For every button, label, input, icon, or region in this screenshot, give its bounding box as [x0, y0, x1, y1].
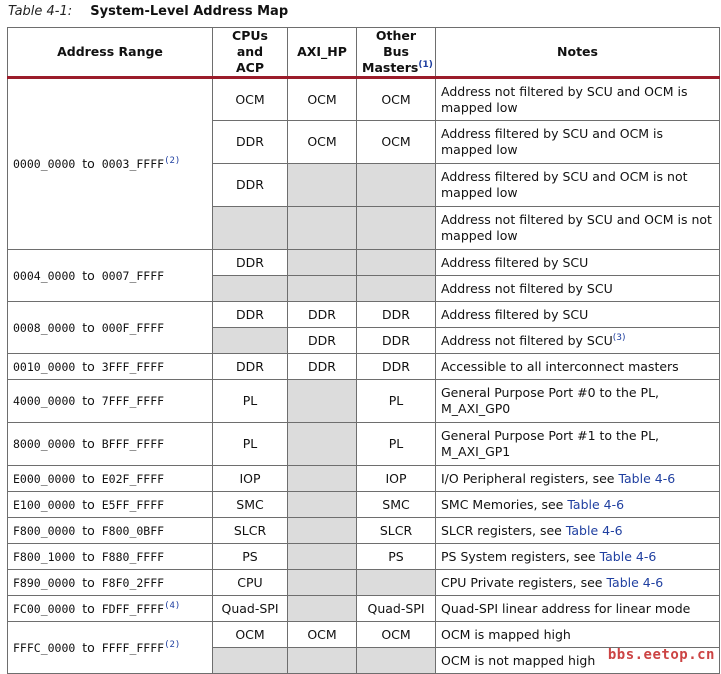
notes-cell [436, 164, 720, 207]
other-cell: OCM [357, 78, 436, 121]
axi-cell [288, 207, 357, 250]
other-cell: OCM [357, 622, 436, 648]
notes-cell [436, 596, 720, 622]
cpu-cell: PL [213, 423, 288, 466]
range-to: to [82, 358, 95, 374]
note-text: Address not filtered by SCU [441, 332, 613, 348]
range-end: F880_FFFF [101, 549, 165, 564]
note-text: General Purpose Port #0 to the PL, M_AXI_GP0 [441, 385, 660, 416]
cpu-cell: DDR [213, 164, 288, 207]
notes-cell [436, 380, 720, 423]
table-row [8, 622, 720, 648]
notes-cell [436, 544, 720, 570]
axi-cell: DDR [288, 302, 357, 328]
cpu-cell [213, 276, 288, 302]
range-to: to [82, 639, 95, 655]
axi-cell [288, 492, 357, 518]
other-cell [357, 207, 436, 250]
axi-cell: DDR [288, 328, 357, 354]
table-link[interactable]: Table 4-6 [565, 522, 623, 538]
note-text: Accessible to all interconnect masters [441, 358, 679, 374]
notes-cell [436, 354, 720, 380]
range-to: to [82, 548, 95, 564]
note-text: Address filtered by SCU and OCM is not mapped low [441, 169, 688, 200]
range-start: 0004_0000 [13, 268, 76, 283]
table-row [8, 466, 720, 492]
table-row [8, 492, 720, 518]
address-range-cell [8, 596, 213, 622]
axi-cell [288, 544, 357, 570]
range-end: FDFF_FFFF [101, 601, 165, 616]
note-text: Quad-SPI linear address for linear mode [441, 600, 691, 616]
address-range-cell [8, 250, 213, 302]
range-to: to [82, 436, 95, 451]
note-text: SMC Memories, see [441, 496, 568, 512]
header-address-range: Address Range [8, 28, 213, 78]
axi-cell [288, 596, 357, 622]
axi-cell [288, 164, 357, 207]
cpu-cell: OCM [213, 622, 288, 648]
notes-cell [436, 328, 720, 354]
notes-cell [436, 302, 720, 328]
range-end: 0007_FFFF [101, 268, 165, 283]
range-to: to [82, 470, 95, 486]
notes-cell [436, 250, 720, 276]
cpu-cell: IOP [213, 466, 288, 492]
other-cell [357, 164, 436, 207]
footnote-ref: (3) [612, 332, 626, 343]
table-row [8, 78, 720, 121]
cpu-cell: PL [213, 380, 288, 423]
other-cell [357, 648, 436, 674]
watermark: bbs.eetop.cn [607, 647, 715, 663]
axi-cell: OCM [288, 121, 357, 164]
note-text: Address filtered by SCU [441, 254, 589, 270]
table-number: Table 4-1: [8, 4, 73, 19]
note-text: I/O Peripheral registers, see [441, 470, 619, 486]
range-start: 0008_0000 [13, 320, 76, 335]
other-cell: PS [357, 544, 436, 570]
range-end: F8F0_2FFF [101, 575, 165, 590]
note-text: OCM is not mapped high [441, 652, 596, 668]
cpu-cell [213, 207, 288, 250]
range-start: 4000_0000 [13, 394, 76, 408]
footnote-ref: (2) [164, 639, 181, 650]
table-row [8, 250, 720, 276]
note-text: Address filtered by SCU and OCM is mapped low [441, 126, 664, 157]
header-other-bus-masters: Other Bus Masters$^{(1)}$ [357, 28, 436, 78]
header-axi-hp: AXI_HP [288, 28, 357, 78]
axi-cell [288, 466, 357, 492]
address-range-cell [8, 570, 213, 596]
note-text: PS System registers, see [441, 548, 600, 564]
range-start: 0000_0000 [13, 157, 76, 171]
cpu-cell: PS [213, 544, 288, 570]
cpu-cell: DDR [213, 302, 288, 328]
notes-cell [436, 622, 720, 648]
axi-cell [288, 423, 357, 466]
table-title: System-Level Address Map [90, 4, 289, 19]
axi-cell: DDR [288, 354, 357, 380]
range-end: E5FF_FFFF [101, 497, 165, 512]
note-text: Address filtered by SCU [441, 306, 589, 322]
axi-cell: OCM [288, 78, 357, 121]
other-cell: DDR [357, 354, 436, 380]
table-caption [8, 4, 288, 19]
address-range-cell [8, 380, 213, 423]
table-row [8, 570, 720, 596]
range-start: FC00_0000 [13, 601, 76, 616]
address-range-cell [8, 518, 213, 544]
address-range-cell [8, 302, 213, 354]
range-start: F800_1000 [13, 549, 76, 564]
axi-cell [288, 648, 357, 674]
range-to: to [82, 574, 95, 590]
footnote-ref: (2) [164, 156, 181, 167]
footnote-ref: (1) [418, 59, 433, 70]
axi-cell [288, 518, 357, 544]
other-cell: PL [357, 380, 436, 423]
note-text: SLCR registers, see [441, 522, 566, 538]
notes-cell [436, 423, 720, 466]
axi-cell [288, 250, 357, 276]
table-row [8, 544, 720, 570]
range-end: 0003_FFFF [101, 157, 165, 171]
range-to: to [82, 522, 95, 538]
table-link[interactable]: Table 4-6 [606, 574, 664, 590]
axi-cell [288, 570, 357, 596]
notes-cell [436, 570, 720, 596]
other-cell: DDR [357, 302, 436, 328]
other-cell [357, 570, 436, 596]
note-text: OCM is mapped high [441, 626, 571, 642]
axi-cell [288, 380, 357, 423]
table-link[interactable]: Table 4-6 [599, 548, 657, 564]
other-cell: OCM [357, 121, 436, 164]
range-start: F890_0000 [13, 575, 76, 590]
note-text: CPU Private registers, see [441, 574, 607, 590]
range-to: to [82, 393, 95, 408]
other-cell: PL [357, 423, 436, 466]
range-end: 7FFF_FFFF [101, 394, 165, 408]
notes-cell [436, 276, 720, 302]
cpu-cell [213, 648, 288, 674]
other-cell [357, 276, 436, 302]
range-to: to [82, 600, 95, 616]
notes-cell [436, 121, 720, 164]
other-cell: SLCR [357, 518, 436, 544]
note-text: General Purpose Port #1 to the PL, M_AXI_GP1 [441, 428, 660, 459]
range-start: E000_0000 [13, 471, 76, 486]
notes-cell [436, 78, 720, 121]
address-range-cell [8, 423, 213, 466]
range-start: E100_0000 [13, 497, 76, 512]
cpu-cell: DDR [213, 354, 288, 380]
range-start: 8000_0000 [13, 437, 76, 451]
address-range-cell [8, 622, 213, 674]
range-end: F800_0BFF [101, 523, 165, 538]
range-to: to [82, 496, 95, 512]
range-end: BFFF_FFFF [101, 437, 165, 451]
other-cell: SMC [357, 492, 436, 518]
address-range-cell [8, 492, 213, 518]
cpu-cell: SLCR [213, 518, 288, 544]
table-row [8, 423, 720, 466]
cpu-cell: OCM [213, 78, 288, 121]
cpu-cell: DDR [213, 121, 288, 164]
address-range-cell [8, 466, 213, 492]
footnote-ref: (4) [164, 600, 181, 611]
range-start: F800_0000 [13, 523, 76, 538]
range-to: to [82, 267, 95, 283]
address-map-table [7, 27, 720, 674]
address-range-cell [8, 78, 213, 250]
range-end: 3FFF_FFFF [101, 359, 165, 374]
note-text: Address not filtered by SCU and OCM is not mapped low [441, 212, 712, 243]
header-cpus-acp: CPUs and ACP [213, 28, 288, 78]
header-notes: Notes [436, 28, 720, 78]
range-end: 000F_FFFF [101, 320, 165, 335]
address-range-cell [8, 544, 213, 570]
cpu-cell: Quad-SPI [213, 596, 288, 622]
header-row [8, 28, 720, 78]
notes-cell [436, 492, 720, 518]
range-to: to [82, 156, 95, 171]
range-start: 0010_0000 [13, 359, 76, 374]
range-to: to [82, 319, 95, 335]
axi-cell [288, 276, 357, 302]
other-cell: IOP [357, 466, 436, 492]
axi-cell: OCM [288, 622, 357, 648]
other-cell [357, 250, 436, 276]
table-row [8, 518, 720, 544]
table-row [8, 354, 720, 380]
other-cell: DDR [357, 328, 436, 354]
table-row [8, 380, 720, 423]
table-link[interactable]: Table 4-6 [567, 496, 625, 512]
other-cell: Quad-SPI [357, 596, 436, 622]
table-link[interactable]: Table 4-6 [618, 470, 676, 486]
notes-cell [436, 466, 720, 492]
range-start: FFFC_0000 [13, 640, 76, 655]
note-text: Address not filtered by SCU [441, 280, 613, 296]
cpu-cell: DDR [213, 250, 288, 276]
table-row [8, 596, 720, 622]
cpu-cell: SMC [213, 492, 288, 518]
table-row [8, 302, 720, 328]
note-text: Address not filtered by SCU and OCM is mapped low [441, 83, 688, 115]
notes-cell [436, 518, 720, 544]
range-end: FFFF_FFFF [101, 640, 165, 655]
cpu-cell [213, 328, 288, 354]
address-range-cell [8, 354, 213, 380]
range-end: E02F_FFFF [101, 471, 165, 486]
cpu-cell: CPU [213, 570, 288, 596]
notes-cell [436, 207, 720, 250]
